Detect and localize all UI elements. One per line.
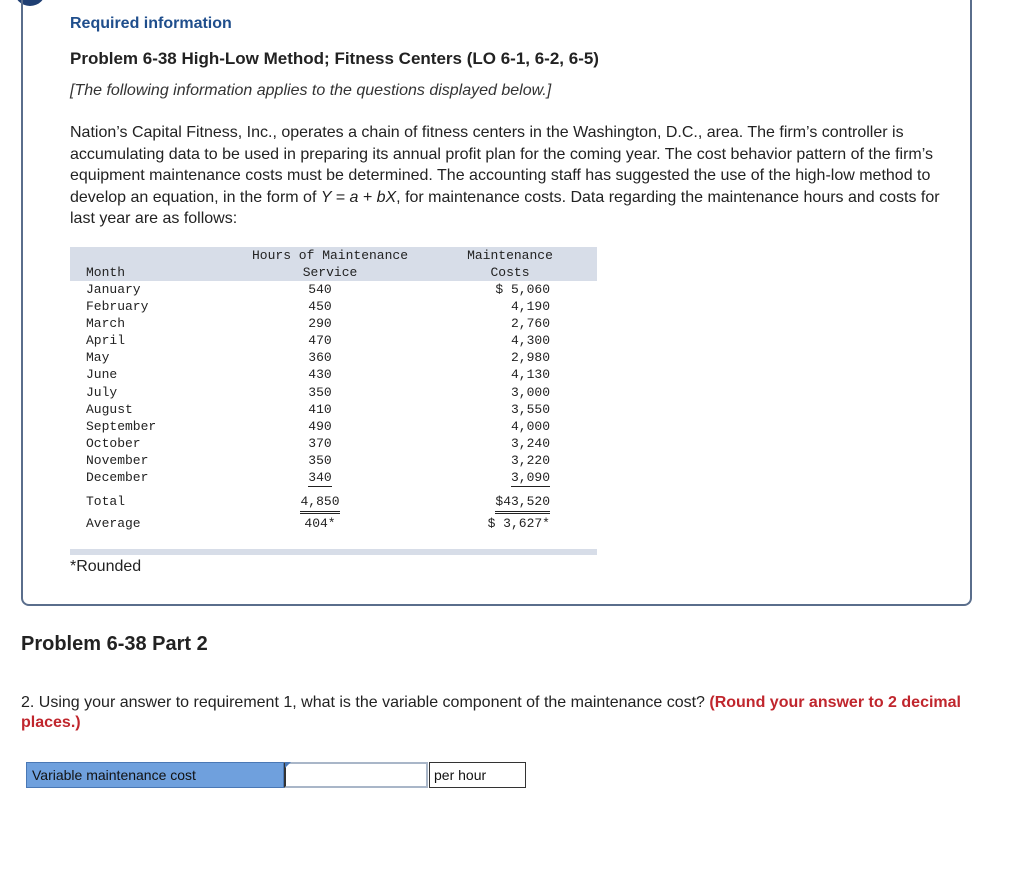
cell-hours-value: 340	[308, 470, 332, 486]
part-title: Problem 6-38 Part 2	[21, 633, 208, 655]
description-text-1: Nation’s Capital Fitness, Inc., operates a chain of fitness centers in the Washington, D.C., area. The firm’s controller is accumulating data to be used in preparing its annual profit plan for the coming year. The cost behavior pattern of the firm’s equipment maintenance costs must be determined. The accounting staff has suggested the use of the high-low method to develop an equation, in the form of	[70, 124, 934, 206]
col-costs-line1: Maintenance	[467, 248, 553, 263]
cell-hours: 470	[308, 333, 332, 349]
col-hours-header	[230, 247, 430, 281]
cell-month: January	[86, 282, 141, 297]
description-text-2: , for maintenance costs. Data regarding the maintenance hours and costs for last year are as follows:	[70, 188, 940, 227]
cell-hours: 350	[308, 452, 332, 468]
average-label: Average	[86, 516, 141, 532]
col-hours-line2: Service	[302, 265, 358, 280]
table-header	[70, 247, 597, 281]
answer-label: Variable maintenance cost	[26, 762, 284, 788]
cell-cost: $ 5,060	[495, 282, 550, 297]
cell-hours: 360	[308, 350, 332, 366]
table-row	[70, 435, 597, 452]
cell-cost	[460, 469, 550, 487]
table-row	[70, 332, 597, 349]
cell-hours: 430	[308, 367, 332, 383]
table-row	[70, 366, 597, 383]
applies-note: [The following information applies to the questions displayed below.]	[70, 82, 552, 99]
cell-month: May	[86, 350, 110, 366]
problem-description	[70, 122, 950, 230]
cell-hours: 450	[308, 299, 332, 315]
table-row	[70, 401, 597, 418]
cell-hours: 370	[308, 435, 332, 451]
required-info-heading: Required information	[70, 15, 232, 32]
rounded-footnote: *Rounded	[70, 558, 142, 575]
col-costs-line2: Costs	[490, 265, 530, 280]
table-row	[70, 452, 597, 469]
cell-cost: 2,760	[510, 316, 550, 332]
cell-cost-value: 3,090	[510, 470, 550, 486]
cell-cost: 3,220	[510, 452, 550, 468]
col-costs-header	[450, 247, 570, 281]
cell-cost: 3,550	[510, 401, 550, 417]
cell-hours	[290, 469, 350, 487]
cell-month: March	[86, 316, 126, 332]
cell-cost: 3,000	[510, 384, 550, 400]
cell-hours: 490	[308, 418, 332, 434]
question-body: 2. Using your answer to requirement 1, what is the variable component of the maintenance cost?	[21, 694, 710, 711]
table-row	[70, 315, 597, 332]
cell-month: April	[86, 333, 126, 349]
table-body	[70, 281, 597, 486]
col-hours-line1: Hours of Maintenance	[251, 248, 409, 263]
average-row	[70, 513, 597, 535]
cell-month: August	[86, 401, 133, 417]
average-cost: $ 3,627*	[487, 516, 550, 532]
cell-hours: 350	[308, 384, 332, 400]
cell-month: September	[86, 418, 157, 434]
table-row	[70, 469, 597, 486]
question-emphasis: (Round your answer to 2 decimal places.)	[21, 694, 961, 731]
col-month-header: Month	[86, 265, 126, 280]
table-row	[70, 298, 597, 315]
cell-cost: 4,300	[510, 333, 550, 349]
table-bottom-bar	[70, 549, 597, 555]
total-hours-value: 4,850	[300, 493, 339, 514]
input-corner-marker	[285, 762, 291, 768]
cell-cost: 3,240	[510, 435, 550, 451]
cell-cost: 4,000	[510, 418, 550, 434]
cell-hours: 290	[308, 316, 332, 332]
total-row	[70, 491, 597, 513]
total-hours	[290, 491, 350, 514]
cell-cost: 4,130	[510, 367, 550, 383]
total-cost-value: $43,520	[495, 493, 550, 514]
maintenance-data-table	[70, 247, 597, 555]
table-row	[70, 384, 597, 401]
cell-hours: 410	[308, 401, 332, 417]
variable-cost-input[interactable]	[284, 762, 428, 788]
cell-cost: 2,980	[510, 350, 550, 366]
equation: Y = a + bX	[320, 188, 397, 206]
cell-month: July	[86, 384, 118, 400]
table-row	[70, 281, 597, 298]
cell-month: November	[86, 452, 149, 468]
average-hours: 404*	[304, 516, 336, 532]
table-row	[70, 418, 597, 435]
cell-cost: 4,190	[510, 299, 550, 315]
cell-month: October	[86, 435, 141, 451]
answer-unit: per hour	[429, 762, 526, 788]
total-label: Total	[86, 494, 126, 510]
problem-title: Problem 6-38 High-Low Method; Fitness Centers (LO 6-1, 6-2, 6-5)	[70, 49, 599, 68]
cell-month: June	[86, 367, 118, 383]
total-cost	[460, 491, 550, 514]
question-text	[21, 693, 1011, 733]
cell-month: December	[86, 470, 149, 486]
cell-month: February	[86, 299, 149, 315]
cell-hours: 540	[308, 282, 332, 297]
table-row	[70, 349, 597, 366]
